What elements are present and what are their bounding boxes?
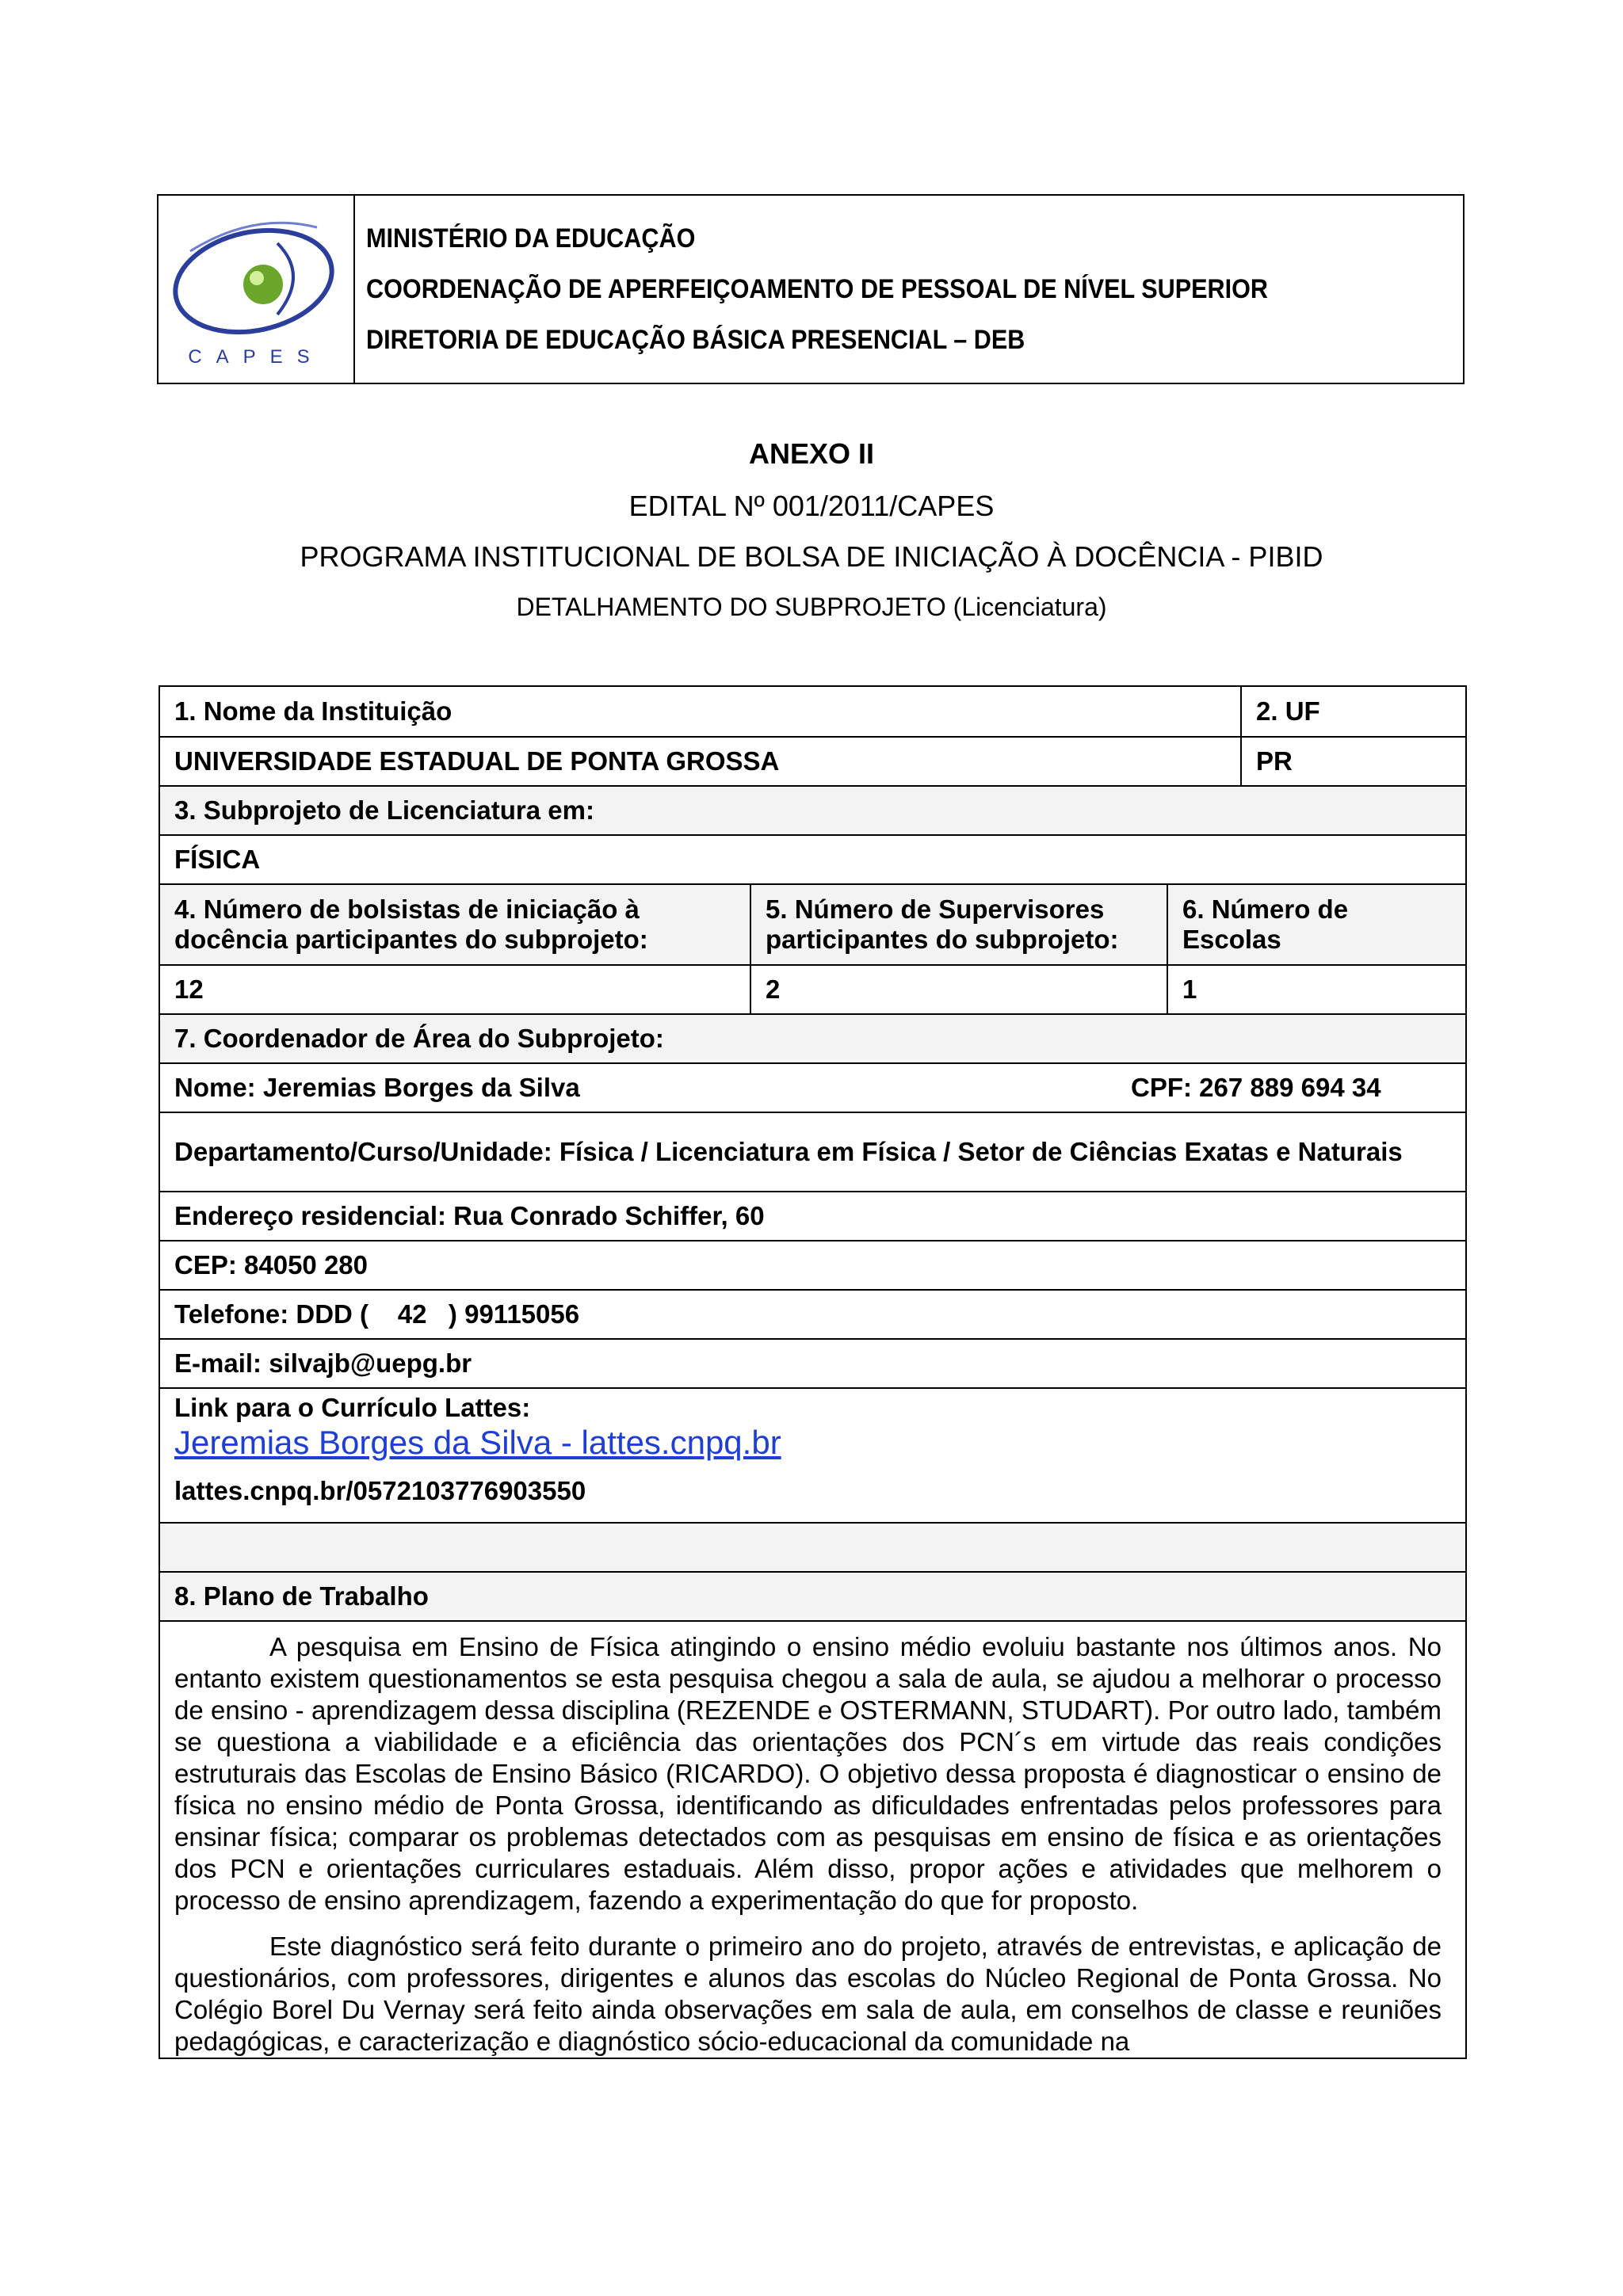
email: E-mail: silvajb@uepg.br bbox=[174, 1348, 472, 1378]
logo-caption: CAPES bbox=[188, 346, 324, 368]
row-coordinator-label bbox=[160, 1013, 1465, 1062]
program-title: PROGRAMA INSTITUCIONAL DE BOLSA DE INICIAÇÃO À DOCÊNCIA - PIBID bbox=[300, 540, 1323, 573]
bolsistas-value: 12 bbox=[174, 974, 204, 1004]
escolas-value: 1 bbox=[1167, 966, 1465, 1013]
row-institution-value bbox=[160, 736, 1465, 785]
supervisores-label: 5. Número de Supervisores participantes do subprojeto: bbox=[750, 885, 1167, 964]
supervisores-value: 2 bbox=[750, 966, 1167, 1013]
uf-label: 2. UF bbox=[1240, 687, 1465, 736]
subproject-label: 3. Subprojeto de Licenciatura em: bbox=[174, 795, 594, 825]
capes-logo bbox=[158, 196, 355, 383]
phone: Telefone: DDD ( 42 ) 99115056 bbox=[174, 1299, 580, 1329]
institution-label: 1. Nome da Instituição bbox=[174, 696, 453, 726]
row-institution-label bbox=[160, 687, 1465, 736]
row-cep bbox=[160, 1240, 1465, 1289]
lattes-block bbox=[160, 1389, 1465, 1522]
institution-value: UNIVERSIDADE ESTADUAL DE PONTA GROSSA bbox=[174, 746, 780, 776]
row-subproject-label bbox=[160, 785, 1465, 834]
row-numbers-labels bbox=[160, 883, 1465, 964]
plan-paragraph: A pesquisa em Ensino de Física atingindo o ensino médio evoluiu bastante nos últimos anos. No entanto existem questionamentos se esta pesquisa chegou a sala de aula, se ajudou a melhorar o processo de ensino - aprendizagem dessa disciplina (REZENDE e OSTERMANN, STUDART). Por outro lado, também se questiona a viabilidade e a eficiência das orientações dos PCN´s em virtude das reais condições estruturais das Escolas de Ensino Básico (RICARDO). O objetivo dessa proposta é diagnosticar o ensino de física no ensino médio de Ponta Grossa, identificando as dificuldades enfrentadas pelos professores para ensinar física; comparar os problemas detectados com as pesquisas em ensino de física e as orientações dos PCN e orientações curriculares estaduais. Além disso, propor ações e atividades que melhorem o processo de ensino aprendizagem, fazendo a experimentação do que for proposto. bbox=[174, 1632, 1442, 1915]
edital-title: EDITAL Nº 001/2011/CAPES bbox=[628, 490, 995, 522]
row-subproject-value bbox=[160, 834, 1465, 883]
plan-paragraph: Este diagnóstico será feito durante o primeiro ano do projeto, através de entrevistas, e aplicação de questionários, com professores, dirigentes e alunos das escolas do Núcleo Regional de Ponta Grossa. No Colégio Borel Du Vernay será feito ainda observações em sala de aula, em conselhos de classe e reuniões pedagógicas, e caracterização e diagnóstico sócio-educacional da comunidade na bbox=[174, 1932, 1442, 2056]
row-phone bbox=[160, 1289, 1465, 1338]
row-email bbox=[160, 1338, 1465, 1387]
header-text bbox=[355, 196, 1368, 383]
row-plan-text bbox=[160, 1620, 1465, 2058]
plan-label: 8. Plano de Trabalho bbox=[174, 1581, 429, 1611]
cep: CEP: 84050 280 bbox=[174, 1250, 369, 1280]
row-name-cpf bbox=[160, 1062, 1465, 1112]
detail-title: DETALHAMENTO DO SUBPROJETO (Licenciatura) bbox=[516, 593, 1107, 621]
coordinator-label: 7. Coordenador de Área do Subprojeto: bbox=[174, 1024, 664, 1053]
header-box bbox=[157, 194, 1465, 384]
escolas-label: 6. Número de Escolas bbox=[1167, 885, 1465, 964]
coordinator-cpf: CPF: 267 889 694 34 bbox=[1131, 1073, 1381, 1102]
lattes-link[interactable]: Jeremias Borges da Silva - lattes.cnpq.br bbox=[174, 1424, 781, 1461]
row-plan-label bbox=[160, 1571, 1465, 1620]
address: Endereço residencial: Rua Conrado Schiffer, 60 bbox=[174, 1201, 765, 1230]
row-lattes bbox=[160, 1387, 1465, 1522]
subproject-form bbox=[158, 685, 1467, 2059]
lattes-url: lattes.cnpq.br/0572103776903550 bbox=[174, 1476, 586, 1505]
row-numbers-values bbox=[160, 964, 1465, 1013]
row-department bbox=[160, 1112, 1465, 1191]
ministry-line: MINISTÉRIO DA EDUCAÇÃO bbox=[366, 223, 696, 254]
annex-title: ANEXO II bbox=[748, 437, 875, 470]
empty-cell bbox=[160, 1524, 1465, 1571]
coordinator-name: Nome: Jeremias Borges da Silva bbox=[174, 1073, 580, 1102]
uf-value: PR bbox=[1240, 738, 1465, 785]
subproject-value: FÍSICA bbox=[174, 845, 261, 874]
lattes-label: Link para o Currículo Lattes: bbox=[174, 1393, 531, 1422]
row-empty bbox=[160, 1522, 1465, 1571]
coordination-line: COORDENAÇÃO DE APERFEIÇOAMENTO DE PESSOAL DE NÍVEL SUPERIOR bbox=[366, 274, 1269, 304]
bolsistas-label: 4. Número de bolsistas de iniciação à docência participantes do subprojeto: bbox=[174, 894, 648, 954]
row-address bbox=[160, 1191, 1465, 1240]
directorate-line: DIRETORIA DE EDUCAÇÃO BÁSICA PRESENCIAL – DEB bbox=[366, 325, 1025, 355]
plan-text bbox=[160, 1622, 1465, 2058]
department: Departamento/Curso/Unidade: Física / Licenciatura em Física / Setor de Ciências Exatas e Naturais bbox=[174, 1137, 1403, 1166]
